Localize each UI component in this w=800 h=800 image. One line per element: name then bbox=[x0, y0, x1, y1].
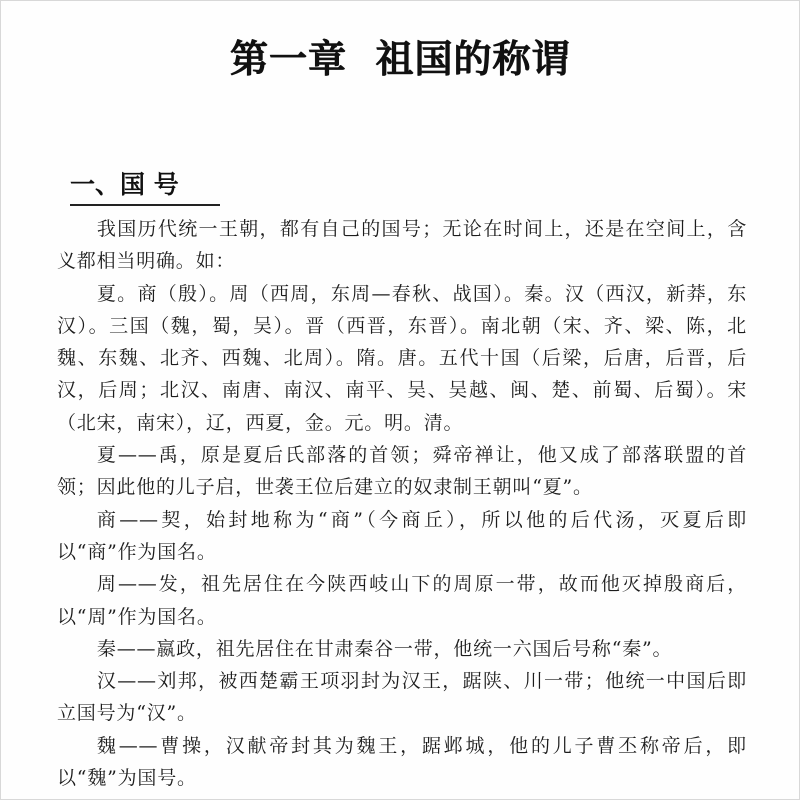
paragraph-wei: 魏——曹操，汉献帝封其为魏王，踞邺城，他的儿子曹丕称帝后，即以“魏”为国号。 bbox=[57, 734, 747, 790]
paragraph-intro: 我国历代统一王朝，都有自己的国号；无论在时间上，还是在空间上，含义都相当明确。如： bbox=[57, 218, 747, 273]
paragraph-shang: 商——契，始封地称为“商”（今商丘），所以他的后代汤，灭夏后即以“商”作为国名。 bbox=[57, 508, 747, 563]
paragraph-zhou: 周——发，祖先居住在今陕西岐山下的周原一带，故而他灭掉殷商后，以“周”作为国名。 bbox=[57, 573, 747, 628]
paragraph-han: 汉——刘邦，被西楚霸王项羽封为汉王，踞陕、川一带；他统一中国后即立国号为“汉”。 bbox=[57, 670, 747, 725]
paragraph-xia: 夏——禹，原是夏后氏部落的首领；舜帝禅让，他又成了部落联盟的首领；因此他的儿子启，世袭王位后建立的奴隶制王朝叫“夏”。 bbox=[57, 444, 747, 499]
chapter-title: 第一章 祖国的称谓 bbox=[229, 37, 571, 81]
section-heading: 一、国 号 bbox=[70, 170, 179, 199]
paragraph-qin: 秦——嬴政，祖先居住在甘肃秦谷一带，他统一六国后号称“秦”。 bbox=[96, 637, 673, 660]
section-heading-underline bbox=[70, 204, 220, 206]
body-text bbox=[57, 213, 747, 794]
paragraph-dynasty-list: 夏。商（殷）。周（西周，东周—春秋、战国）。秦。汉（西汉，新莽，东汉）。三国（魏，蜀，吴）。晋（西晋，东晋）。南北朝（宋、齐、梁、陈，北魏、东魏、北齐、西魏、北周）。隋。唐。五代十国（后梁，后唐，后晋，后汉，后周；北汉、南唐、南汉、南平、吴、吴越、闽、楚、前蜀、后蜀）。宋（北宋，南宋），辽，西夏，金。元。明。清。 bbox=[57, 282, 747, 434]
